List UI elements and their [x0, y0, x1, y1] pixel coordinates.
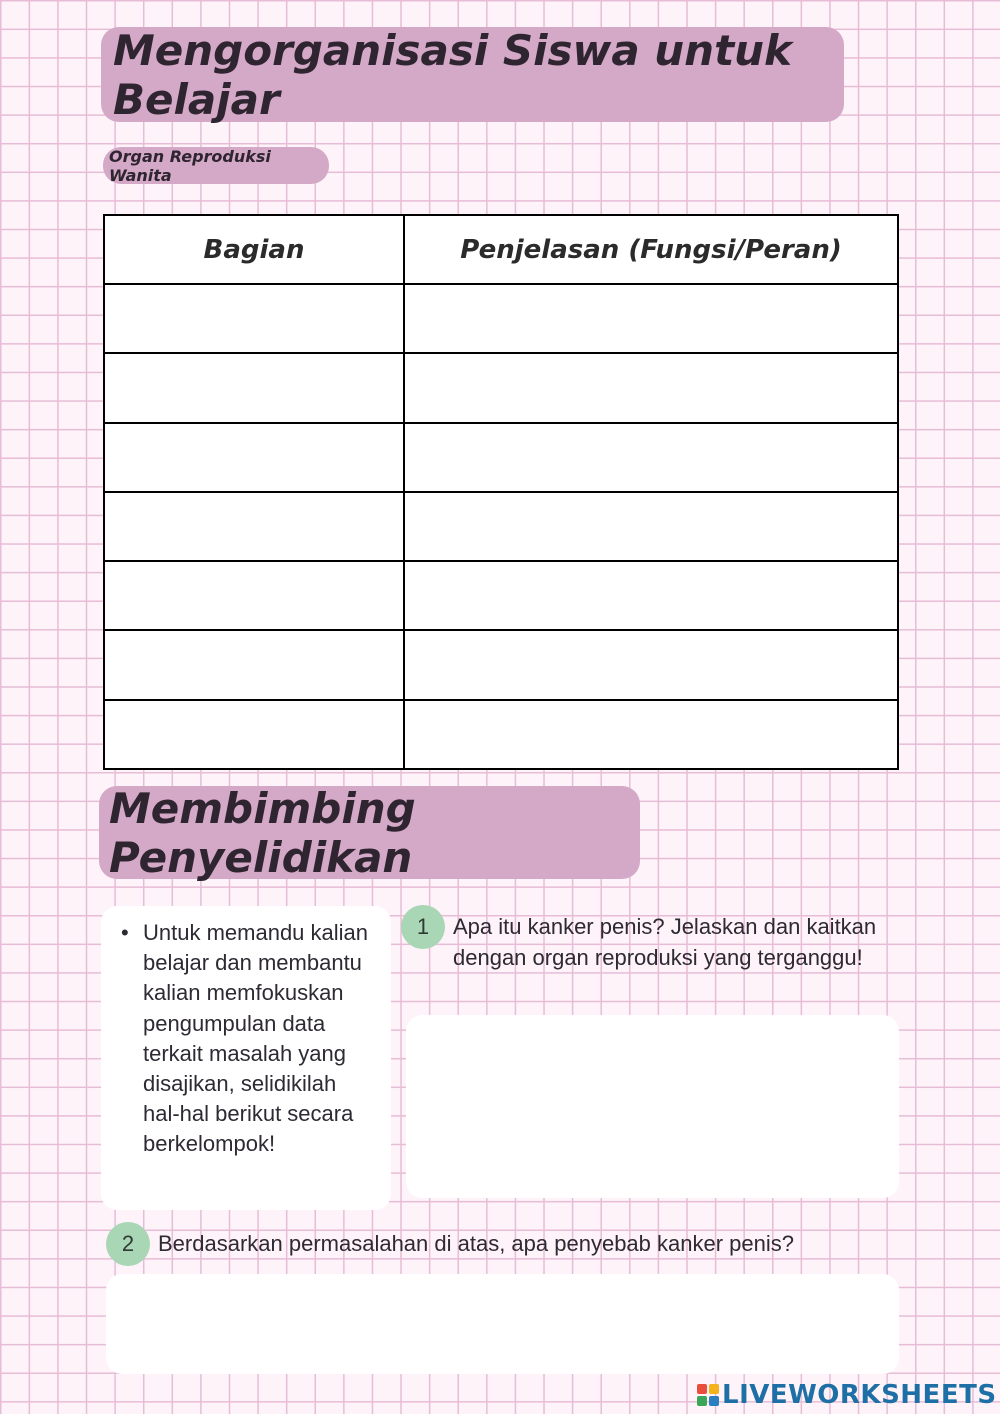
table-header-row — [104, 215, 898, 284]
logo-text: LIVEWORKSHEETS — [722, 1380, 997, 1410]
question-1-text: Apa itu kanker penis? Jelaskan dan kaitkan dengan organ reproduksi yang terganggu! — [453, 914, 877, 970]
liveworksheets-logo-icon — [697, 1384, 719, 1406]
question-number-1: 1 — [401, 905, 445, 949]
question-number-2: 2 — [106, 1222, 150, 1266]
section-title-text: Membimbing Penyelidikan — [109, 783, 416, 882]
page-title — [101, 27, 844, 122]
answer-1-input[interactable] — [406, 1015, 899, 1198]
instruction-item — [121, 918, 376, 1160]
header-bagian: Bagian — [104, 215, 404, 284]
cell-bagian-input[interactable] — [104, 353, 404, 422]
header-penjelasan: Penjelasan (Fungsi/Peran) — [404, 215, 898, 284]
section-title — [99, 783, 640, 882]
instruction-card — [101, 906, 391, 1210]
organ-table — [103, 214, 899, 770]
instruction-text: Untuk memandu kalian belajar dan membantu kalian memfokuskan pengumpulan data terkait masalah yang disajikan, selidikilah hal-hal berikut secara berkelompok! — [143, 920, 369, 1157]
page-title-text: Mengorganisasi Siswa untuk Belajar — [113, 25, 792, 124]
cell-penjelasan-input[interactable] — [404, 700, 898, 769]
liveworksheets-logo[interactable] — [697, 1380, 997, 1410]
table-row — [104, 700, 898, 769]
cell-penjelasan-input[interactable] — [404, 284, 898, 353]
table-row — [104, 423, 898, 492]
cell-penjelasan-input[interactable] — [404, 492, 898, 561]
table-row — [104, 492, 898, 561]
table-row — [104, 284, 898, 353]
answer-2-input[interactable] — [106, 1274, 899, 1374]
cell-bagian-input[interactable] — [104, 630, 404, 699]
subtitle-text: Organ Reproduksi Wanita — [109, 146, 271, 185]
cell-penjelasan-input[interactable] — [404, 353, 898, 422]
bullet-icon: • — [121, 920, 129, 945]
cell-penjelasan-input[interactable] — [404, 423, 898, 492]
cell-bagian-input[interactable] — [104, 492, 404, 561]
table-row — [104, 630, 898, 699]
cell-penjelasan-input[interactable] — [404, 561, 898, 630]
table-row — [104, 561, 898, 630]
subtitle-badge — [103, 147, 329, 184]
cell-bagian-input[interactable] — [104, 284, 404, 353]
question-2-text: Berdasarkan permasalahan di atas, apa penyebab kanker penis? — [158, 1231, 794, 1256]
table-row — [104, 353, 898, 422]
cell-penjelasan-input[interactable] — [404, 630, 898, 699]
cell-bagian-input[interactable] — [104, 423, 404, 492]
cell-bagian-input[interactable] — [104, 561, 404, 630]
cell-bagian-input[interactable] — [104, 700, 404, 769]
